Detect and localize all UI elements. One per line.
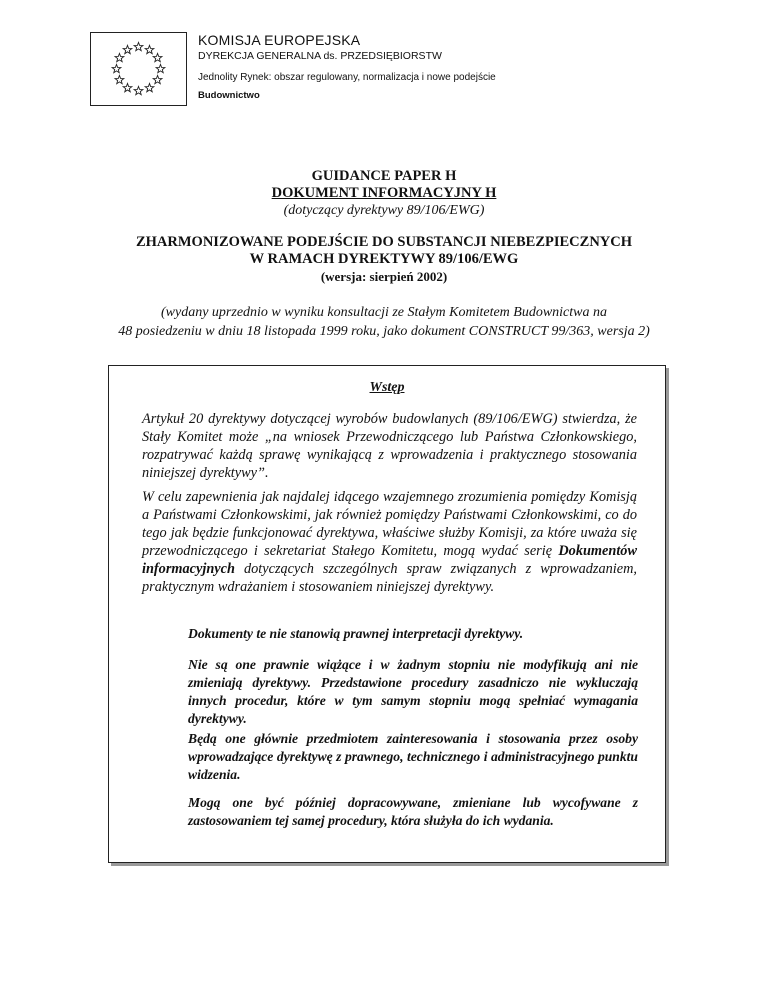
star-icon [134,42,143,50]
intro-box [108,365,666,863]
issued-note-line-2: 48 posiedzeniu w dniu 18 listopada 1999 roku, jako dokument CONSTRUCT 99/363, wersja 2) [118,324,650,339]
subject-line-1: ZHARMONIZOWANE PODEJŚCIE DO SUBSTANCJI NIEBEZPIECZNYCH [135,234,633,250]
notice-2: Nie są one prawnie wiążące i w żadnym stopniu nie modyfikują ani nie zmieniają dyrektywy. Przedstawione procedury zasadniczo nie wykluczają innych procedur, które w tym samym stopniu mogą spełniać wymagania dyrektywy. [188,657,638,726]
star-icon [153,75,162,83]
document-header [90,30,690,110]
notice-4: Mogą one być później dopracowywane, zmieniane lub wycofywane z zastosowaniem tej samej procedury, która służyła do ich wydania. [188,795,638,828]
document-title [0,168,768,219]
star-icon [123,83,132,91]
org-name: KOMISJA EUROPEJSKA [198,32,361,48]
star-icon [153,53,162,61]
star-icon [156,64,165,72]
issued-note-line-1: (wydany uprzednio w wyniku konsultacji ze Stałym Komitetem Budownictwa na [161,305,607,320]
intro-paragraph-2-text: W celu zapewnienia jak najdalej idącego wzajemnego zrozumienia pomiędzy Komisją a Państwami Członkowskimi, jak również pomiędzy Państwami Członkowskimi, co do tego jak będzie funkcjonować dyrektywa, właściwe służby Komisji, za które uważa się przewodniczącego i sekretariat Stałego Komitetu, mogą wydać serię [142,489,637,559]
intro-paragraph-2-text-end: dotyczących szczególnych spraw związanych z wprowadzaniem, praktycznym wdrażaniem i stosowaniem niniejszej dyrektywy. [142,561,637,595]
star-icon [134,86,143,94]
title-line-3: (dotyczący dyrektywy 89/106/EWG) [283,203,485,218]
star-icon [123,45,132,53]
title-line-2: DOKUMENT INFORMACYJNY H [271,185,497,201]
star-icon [115,53,124,61]
star-icon [145,83,154,91]
intro-paragraph-2-emphasis: Dokumentów informacyjnych [142,543,637,577]
subject-line-2: W RAMACH DYREKTYWY 89/106/EWG [249,251,519,267]
star-icon [112,64,121,72]
notice-1: Dokumenty te nie stanowią prawnej interpretacji dyrektywy. [188,626,524,641]
intro-paragraph-2 [142,488,637,596]
issued-note [0,303,768,341]
section-name: Budownictwo [198,90,260,101]
star-icon [115,75,124,83]
subject-version: (wersja: sierpień 2002) [320,269,448,284]
eu-emblem [90,32,187,106]
unit-name: Jednolity Rynek: obszar regulowany, normalizacja i nowe podejście [198,72,496,83]
title-line-1: GUIDANCE PAPER H [311,168,457,184]
intro-heading: Wstęp [369,380,405,395]
directorate-name: DYREKCJA GENERALNA ds. PRZEDSIĘBIORSTW [198,50,442,62]
eu-stars-icon [91,33,186,105]
star-icon [145,45,154,53]
notice-3: Będą one głównie przedmiotem zainteresowania i stosowania przez osoby wprowadzające dyrektywę z prawnego, technicznego i administracyjnego punktu widzenia. [188,731,638,782]
document-subject [0,234,768,285]
intro-paragraph-1: Artykuł 20 dyrektywy dotyczącej wyrobów budowlanych (89/106/EWG) stwierdza, że Stały Komitet może „na wniosek Przewodniczącego lub Państwa Członkowskiego, rozpatrywać każdą sprawę wynikającą z wprowadzenia i praktycznego stosowania niniejszej dyrektywy”. [142,411,637,481]
